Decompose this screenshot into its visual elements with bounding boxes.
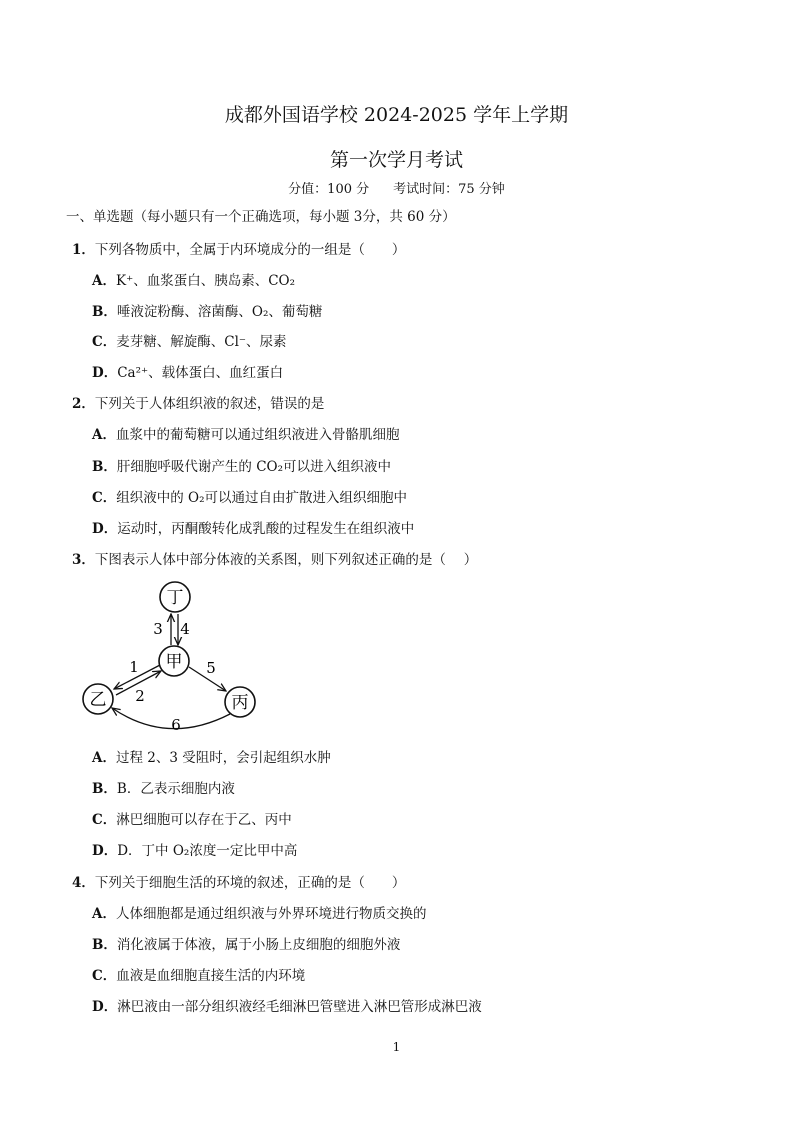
- question-3-option-d: D．D．丁中 O₂浓度一定比甲中高: [92, 843, 298, 859]
- label-3: 3: [153, 620, 163, 638]
- question-1-option-a: A．K⁺、血浆蛋白、胰岛素、CO₂: [92, 273, 296, 289]
- svg-text:乙: 乙: [89, 690, 107, 710]
- label-6: 6: [171, 716, 181, 734]
- question-1-option-b: B．唾液淀粉酶、溶菌酶、O₂、葡萄糖: [92, 304, 323, 320]
- question-1-option-c: C．麦芽糖、解旋酶、Cl⁻、尿素: [92, 334, 287, 350]
- node-jia: [159, 646, 189, 676]
- question-1-option-d: D．Ca²⁺、载体蛋白、血红蛋白: [92, 365, 284, 381]
- question-4-stem: 4．下列关于细胞生活的环境的叙述，正确的是（ ）: [72, 875, 406, 891]
- question-2-option-b: B．肝细胞呼吸代谢产生的 CO₂可以进入组织液中: [92, 459, 392, 475]
- question-4-option-c: C．血液是血细胞直接生活的内环境: [92, 968, 306, 984]
- question-3-option-a: A．过程 2、3 受阻时，会引起组织水肿: [92, 750, 331, 766]
- question-4-option-a: A．人体细胞都是通过组织液与外界环境进行物质交换的: [92, 906, 427, 922]
- label-4: 4: [180, 620, 190, 638]
- node-ding: [160, 582, 190, 612]
- exam-subtitle: 第一次学月考试: [329, 149, 463, 171]
- body-fluid-diagram: [78, 578, 263, 738]
- question-2-option-d: D．运动时，丙酮酸转化成乳酸的过程发生在组织液中: [92, 521, 415, 537]
- question-3-option-c: C．淋巴细胞可以存在于乙、丙中: [92, 812, 292, 828]
- exam-title: 成都外国语学校 2024-2025 学年上学期: [224, 104, 569, 126]
- svg-text:丙: 丙: [231, 693, 249, 713]
- question-2-option-c: C．组织液中的 O₂可以通过自由扩散进入组织细胞中: [92, 490, 408, 506]
- question-1-stem: 1．下列各物质中，全属于内环境成分的一组是（ ）: [72, 242, 406, 258]
- question-4-option-d: D．淋巴液由一部分组织液经毛细淋巴管壁进入淋巴管形成淋巴液: [92, 999, 482, 1015]
- question-3-stem: 3．下图表示人体中部分体液的关系图，则下列叙述正确的是（ ）: [72, 552, 478, 568]
- svg-text:丁: 丁: [166, 588, 184, 608]
- question-2-option-a: A．血浆中的葡萄糖可以通过组织液进入骨骼肌细胞: [92, 427, 400, 443]
- exam-meta: [0, 178, 793, 197]
- time-text: 考试时间：75 分钟: [393, 182, 505, 197]
- question-3-option-b: B．B．乙表示细胞内液: [92, 781, 235, 797]
- label-1: 1: [129, 658, 139, 676]
- page-number: 1: [392, 1040, 401, 1054]
- section-heading: 一、单选题（每小题只有一个正确选项，每小题 3分，共 60 分）: [66, 209, 456, 225]
- label-2: 2: [135, 687, 145, 705]
- question-2-stem: 2．下列关于人体组织液的叙述，错误的是: [72, 396, 325, 412]
- svg-text:甲: 甲: [165, 652, 183, 672]
- question-4-option-b: B．消化液属于体液，属于小肠上皮细胞的细胞外液: [92, 937, 401, 953]
- label-5: 5: [206, 659, 216, 677]
- node-yi: [83, 684, 113, 714]
- node-bing: [225, 687, 255, 717]
- score-text: 分值：100 分: [288, 182, 370, 197]
